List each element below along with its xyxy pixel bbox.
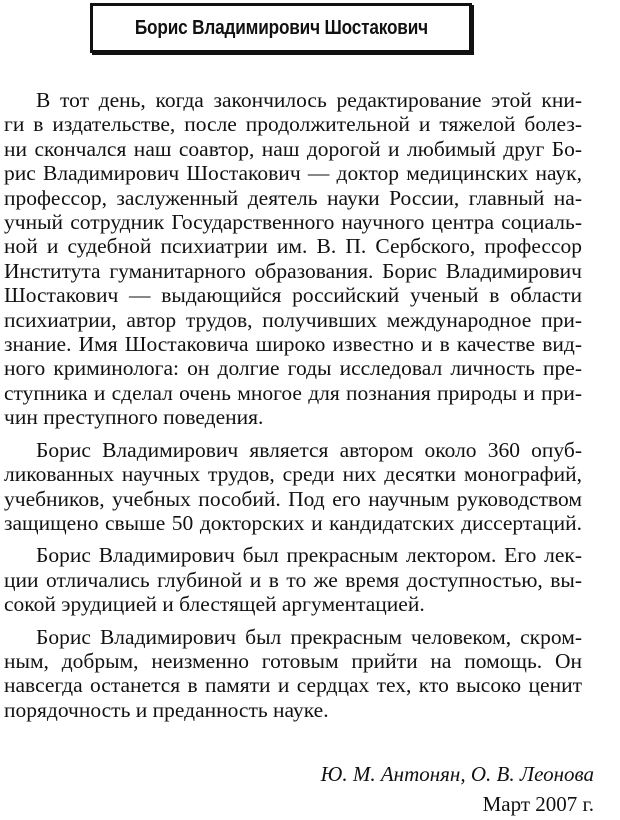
date: Март 2007 г.	[482, 792, 594, 816]
paragraph-1	[4, 88, 582, 430]
text-line: ступника и сделал очень многое для познания природы и при-	[4, 380, 582, 405]
text-line: учный сотрудник Государственного научного центра социаль-	[4, 210, 582, 235]
text-line: ни скончался наш соавтор, наш дорогой и любимый друг Бо-	[4, 136, 582, 161]
text-line: Шостакович — выдающийся российский ученый в области	[4, 283, 582, 308]
body-text	[4, 88, 582, 730]
text-line: порядочность и преданность науке.	[4, 697, 329, 722]
text-line: ликованных научных трудов, среди них десятки монографий,	[4, 462, 582, 487]
text-line: ной и судебной психиатрии им. В. П. Сербского, профессор	[4, 234, 582, 259]
text-line: ции отличались глубиной и в то же время доступностью, вы-	[4, 567, 582, 592]
signature: Ю. М. Антонян, О. В. Леонова	[320, 762, 594, 786]
title-box	[90, 3, 472, 53]
text-line: Института гуманитарного образования. Борис Владимирович	[4, 258, 582, 283]
text-line: рис Владимирович Шостакович — доктор медицинских наук,	[4, 161, 582, 186]
text-line: чин преступного поведения.	[4, 405, 264, 430]
text-line: знание. Имя Шостаковича широко известно и в качестве вид-	[4, 332, 582, 357]
text-line: Борис Владимирович является автором около 360 опуб-	[36, 437, 582, 462]
text-line: В тот день, когда закончилось редактирование этой кни-	[36, 88, 582, 112]
text-line: профессор, заслуженный деятель науки России, главный на-	[4, 185, 582, 210]
text-line: учебников, учебных пособий. Под его научным руководством	[4, 486, 582, 511]
text-line: Борис Владимирович был прекрасным человеком, скром-	[36, 624, 582, 649]
text-line: навсегда останется в памяти и сердцах тех, кто высоко ценит	[4, 673, 582, 698]
text-line: ным, добрым, неизменно готовым прийти на помощь. Он	[4, 648, 582, 673]
paragraph-2	[4, 438, 582, 536]
text-line: психиатрии, автор трудов, получивших международное при-	[4, 307, 582, 332]
paragraph-3	[4, 543, 582, 616]
text-line: Борис Владимирович был прекрасным лектором. Его лек-	[36, 543, 582, 568]
paragraph-4	[4, 625, 582, 723]
text-line: сокой эрудицией и блестящей аргументацией.	[4, 592, 425, 617]
text-line: ного криминолога: он долгие годы исследовал личность пре-	[4, 356, 582, 381]
page-title: Борис Владимирович Шостакович	[134, 16, 428, 39]
text-line: ги в издательстве, после продолжительной и тяжелой болез-	[4, 112, 582, 137]
text-line: защищено свыше 50 докторских и кандидатских диссертаций.	[4, 510, 582, 535]
